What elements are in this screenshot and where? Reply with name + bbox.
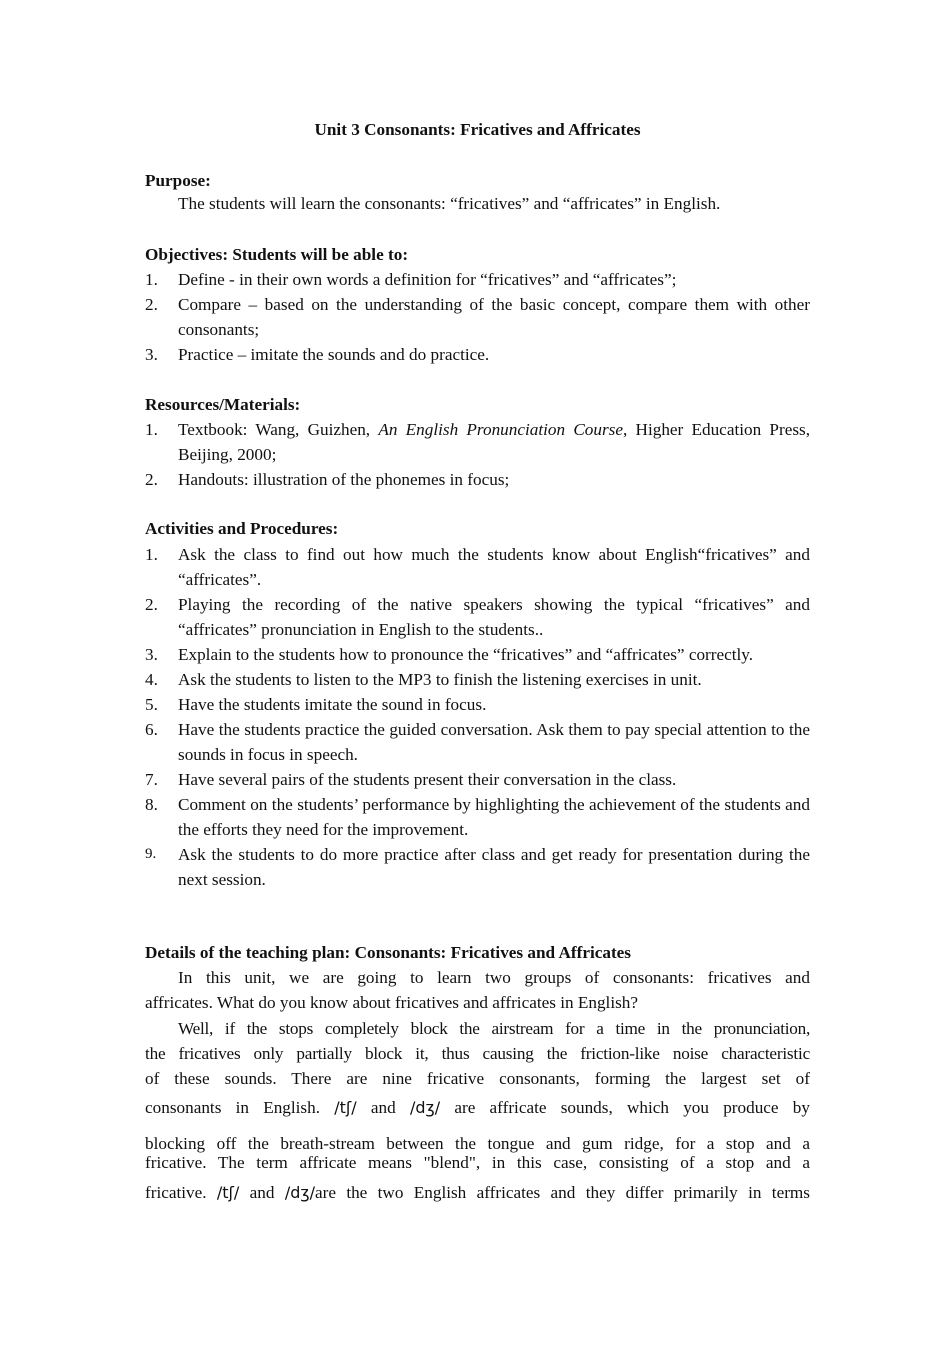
list-text: Playing the recording of the native speakers showing the typical “fricatives” and “affricates” pronunciation in English to the students.. — [178, 595, 810, 639]
list-text: Handouts: illustration of the phonemes in focus; — [178, 470, 510, 489]
details-paragraph-1 — [145, 965, 810, 1015]
list-item — [145, 417, 810, 467]
list-text: Comment on the students’ performance by highlighting the achievement of the students and the efforts they need for the improvement. — [178, 795, 810, 839]
ipa-symbol: /tʃ/ — [334, 1098, 357, 1117]
list-item — [145, 267, 810, 292]
text-run: and — [356, 1098, 410, 1117]
list-text: Have the students practice the guided conversation. Ask them to pay special attention to the sounds in focus in speech. — [178, 720, 810, 764]
ipa-symbol: /dʒ/ — [284, 1183, 315, 1202]
list-text: Have the students imitate the sound in focus. — [178, 695, 487, 714]
list-number: 2. — [145, 470, 158, 489]
list-text: Explain to the students how to pronounce the “fricatives” and “affricates” correctly. — [178, 645, 754, 664]
list-number: 9. — [145, 846, 157, 862]
list-item — [145, 592, 810, 642]
paragraph-line — [145, 1090, 810, 1126]
paragraph-line: of these sounds. There are nine fricative consonants, forming the largest set of — [145, 1069, 810, 1088]
activities-heading: Activities and Procedures: — [145, 519, 339, 538]
resources-list — [145, 417, 810, 492]
text-run: are affricate sounds, which you produce by — [440, 1098, 810, 1117]
list-number: 2. — [145, 295, 158, 314]
list-text: Ask the class to find out how much the students know about English“fricatives” and “affricates”. — [178, 545, 810, 589]
list-number: 4. — [145, 670, 158, 689]
paragraph-line: blocking off the breath-stream between the tongue and gum ridge, for a stop and a — [145, 1134, 810, 1153]
list-item — [145, 292, 810, 342]
list-text: Define - in their own words a definition for “fricatives” and “affricates”; — [178, 270, 677, 289]
paragraph-line: Well, if the stops completely block the airstream for a time in the pronunciation, — [178, 1019, 810, 1038]
objectives-list — [145, 267, 810, 367]
paragraph-line: In this unit, we are going to learn two groups of consonants: fricatives and — [178, 968, 810, 987]
list-number: 1. — [145, 420, 158, 439]
list-number: 2. — [145, 595, 158, 614]
list-item — [145, 542, 810, 592]
list-number: 7. — [145, 770, 158, 789]
paragraph-line: affricates. What do you know about fricatives and affricates in English? — [145, 993, 639, 1012]
list-item — [145, 667, 810, 692]
ipa-symbol: /tʃ/ — [216, 1183, 240, 1202]
list-item — [145, 642, 810, 667]
paragraph-line — [145, 1175, 810, 1211]
paragraph-line: fricative. The term affricate means "blend", in this case, consisting of a stop and a — [145, 1153, 810, 1172]
text-run: are the two English affricates and they differ primarily in terms — [315, 1183, 810, 1202]
list-text: Have several pairs of the students present their conversation in the class. — [178, 770, 677, 789]
activities-list — [145, 542, 810, 892]
ipa-symbol: /dʒ/ — [409, 1098, 441, 1117]
list-number: 3. — [145, 345, 158, 364]
list-text: Ask the students to listen to the MP3 to finish the listening exercises in unit. — [178, 670, 702, 689]
text-run: consonants in English. — [145, 1098, 335, 1117]
list-text-part: Textbook: Wang, Guizhen, — [178, 420, 379, 439]
text-run: fricative. — [145, 1183, 217, 1202]
details-paragraph-2 — [145, 1016, 810, 1211]
text-run: and — [239, 1183, 285, 1202]
list-number: 5. — [145, 695, 158, 714]
page-title: Unit 3 Consonants: Fricatives and Affricates — [314, 120, 641, 139]
list-number: 1. — [145, 270, 158, 289]
purpose-text: The students will learn the consonants: “fricatives” and “affricates” in English. — [178, 194, 721, 213]
list-text: Practice – imitate the sounds and do practice. — [178, 345, 490, 364]
list-number: 8. — [145, 795, 158, 814]
list-text-part: , Higher Education Press, Beijing, 2000; — [178, 420, 811, 464]
list-number: 6. — [145, 720, 158, 739]
paragraph-line: the fricatives only partially block it, thus causing the friction-like noise characteristic — [145, 1044, 810, 1063]
list-item — [145, 467, 810, 492]
purpose-heading: Purpose: — [145, 171, 211, 190]
list-item — [145, 767, 810, 792]
details-heading: Details of the teaching plan: Consonants: Fricatives and Affricates — [145, 943, 631, 962]
list-item — [145, 792, 810, 842]
list-item — [145, 717, 810, 767]
list-number: 3. — [145, 645, 158, 664]
book-title: An English Pronunciation Course — [378, 420, 623, 439]
list-text: Ask the students to do more practice after class and get ready for presentation during the next session. — [178, 845, 810, 889]
list-item — [145, 842, 810, 892]
resources-heading: Resources/Materials: — [145, 395, 301, 414]
list-number: 1. — [145, 545, 158, 564]
list-text: Compare – based on the understanding of the basic concept, compare them with other consonants; — [178, 295, 810, 339]
objectives-heading: Objectives: Students will be able to: — [145, 245, 409, 264]
list-item — [145, 692, 810, 717]
list-item — [145, 342, 810, 367]
